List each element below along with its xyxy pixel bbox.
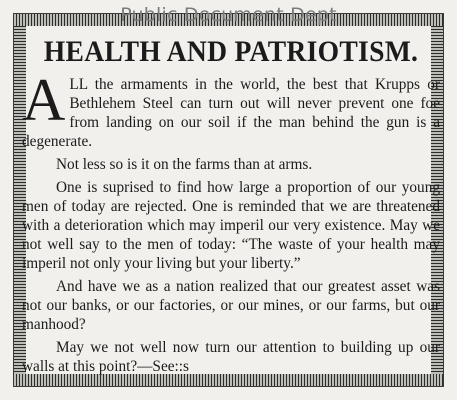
archive-stamp: Public Document Dept	[120, 4, 337, 26]
drop-cap: A	[22, 67, 66, 133]
paragraph-5: May we not well now turn our attention to building up our walls at this point?—See::s	[22, 339, 440, 375]
article-body	[22, 33, 440, 376]
paragraph-1	[22, 67, 440, 151]
headline: HEALTH AND PATRIOTISM.	[43, 35, 419, 68]
paragraph-2: Not less so is it on the farms than at arms.	[56, 156, 313, 173]
paragraph-1-text: LL the armaments in the world, the best that Krupps or Bethlehem Steel can turn out will never prevent one foe from landing on our soil if the man behind the gun is a degenerate.	[22, 76, 440, 150]
paragraph-3: One is suprised to find how large a proportion of our young men of today are rejected. One is reminded that we are threatened with a deterioration which may imperil our very existence. May we not well say to the men of today: “The waste of your health may imperil not only your living but your liberty.”	[22, 179, 440, 272]
paragraph-4: And have we as a nation realized that our greatest asset was not our banks, or our factories, or our mines, or our farms, but our manhood?	[22, 278, 440, 333]
